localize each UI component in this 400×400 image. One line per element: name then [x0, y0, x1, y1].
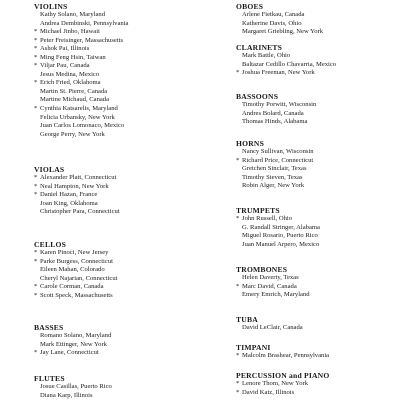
member-list — [236, 324, 396, 333]
member-item — [34, 71, 204, 80]
member-item — [236, 380, 396, 389]
asterisk-mark: * — [34, 36, 38, 44]
section-heading: TRUMPETS — [236, 206, 280, 215]
member-name: Martine Michaud, Canada — [40, 96, 110, 104]
member-item — [236, 232, 396, 241]
member-name: Erich Fried, Oklahoma — [40, 79, 101, 87]
section-tuba — [236, 315, 396, 333]
member-name: Marc David, Canada — [242, 282, 297, 290]
asterisk-mark: * — [34, 53, 38, 61]
member-item — [34, 208, 204, 217]
member-list — [34, 174, 204, 217]
member-name: Michael Jinbo, Hawaii — [40, 28, 100, 36]
member-item — [34, 105, 204, 114]
section-clarinets — [236, 43, 396, 78]
member-name: Timothy Porwitt, Wisconsin — [242, 101, 317, 108]
member-name: Daniel Hazan, France — [40, 191, 98, 199]
member-name: Richard Price, Connecticut — [242, 156, 314, 164]
member-list — [236, 274, 396, 300]
member-name: Gretchen Sinclair, Texas — [242, 165, 307, 173]
member-item — [236, 274, 396, 283]
section-heading: OBOES — [236, 2, 264, 11]
member-item — [236, 61, 396, 70]
member-item — [34, 96, 204, 105]
section-cellos — [34, 240, 204, 300]
asterisk-mark: * — [34, 79, 38, 87]
member-item — [236, 28, 396, 37]
member-item — [236, 157, 396, 166]
member-item — [236, 148, 396, 157]
member-list — [236, 352, 396, 361]
member-item — [34, 283, 204, 292]
member-item — [236, 101, 396, 110]
asterisk-mark: * — [34, 249, 38, 256]
asterisk-mark: * — [236, 282, 240, 290]
section-trumpets — [236, 206, 396, 249]
member-item — [34, 349, 204, 358]
member-name: Ashok Pai, Illinois — [40, 45, 90, 53]
member-name: George Perry, New York — [40, 130, 105, 138]
member-item — [236, 241, 396, 250]
asterisk-mark: * — [236, 388, 240, 396]
member-item — [236, 389, 396, 398]
member-name: Andrea Dembinski, Pennsylvania — [40, 19, 129, 27]
member-name: Arlene Fietkau, Canada — [242, 11, 305, 18]
section-heading: CLARINETS — [236, 43, 283, 52]
member-item — [34, 332, 204, 341]
section-heading: TROMBONES — [236, 265, 288, 274]
member-item — [236, 165, 396, 174]
member-item — [34, 28, 204, 37]
section-flutes — [34, 374, 204, 400]
section-heading: BASSES — [34, 323, 64, 332]
member-name: Andres Bolard, Canada — [242, 109, 304, 117]
member-item — [236, 110, 396, 119]
member-item — [236, 69, 396, 78]
section-heading: VIOLAS — [34, 165, 65, 174]
asterisk-mark: * — [34, 283, 38, 291]
member-item — [34, 20, 204, 29]
member-item — [34, 266, 204, 275]
member-name: G. Randall Stringer, Alabama — [242, 223, 320, 231]
member-name: Baltazar Cedillo Chavarria, Mexico — [242, 60, 337, 68]
member-name: David Katz, Illinois — [242, 388, 295, 396]
section-bassoons — [236, 92, 396, 127]
asterisk-mark: * — [34, 105, 38, 113]
member-item — [34, 191, 204, 200]
member-name: Christopher Para, Connecticut — [40, 208, 120, 216]
asterisk-mark: * — [34, 174, 38, 181]
member-list — [34, 383, 204, 400]
member-name: Carole Corman, Canada — [40, 283, 104, 291]
section-heading: CELLOS — [34, 240, 67, 249]
member-item — [34, 131, 204, 140]
asterisk-mark: * — [236, 380, 240, 387]
section-heading: TIMPANI — [236, 343, 271, 352]
member-name: Jesus Medina, Mexico — [40, 70, 100, 78]
member-item — [236, 224, 396, 233]
section-heading: TUBA — [236, 315, 258, 324]
member-item — [236, 11, 396, 20]
member-name: Josue Casillas, Puerto Rico — [40, 383, 112, 390]
asterisk-mark: * — [34, 257, 38, 265]
member-name: Parke Burgess, Connecticut — [40, 257, 113, 265]
member-list — [236, 52, 396, 78]
member-name: Miguel Rosario, Puerto Rico — [242, 232, 318, 240]
member-name: Ming Feng Hsin, Taiwan — [40, 53, 106, 61]
member-item — [34, 114, 204, 123]
asterisk-mark: * — [34, 45, 38, 53]
member-name: Martin St. Pierre, Canada — [40, 87, 108, 95]
member-list — [236, 215, 396, 249]
asterisk-mark: * — [34, 291, 38, 299]
member-item — [34, 383, 204, 392]
section-heading: VIOLINS — [34, 2, 68, 11]
section-oboes — [236, 2, 396, 37]
member-item — [34, 183, 204, 192]
member-item — [34, 11, 204, 20]
member-item — [236, 352, 396, 361]
member-name: Lenore Thom, New York — [242, 380, 308, 387]
section-heading: PERCUSSION and PIANO — [236, 371, 330, 380]
member-item — [34, 200, 204, 209]
member-name: Alexander Platt, Connecticut — [40, 174, 117, 181]
member-item — [236, 283, 396, 292]
member-item — [34, 258, 204, 267]
member-name: Malcolm Brashear, Pennsylvania — [242, 352, 330, 359]
member-name: Scott Speck, Massachusetts — [40, 291, 113, 299]
asterisk-mark: * — [34, 349, 38, 357]
member-name: Peter Freisinger, Massachusetts — [40, 36, 124, 44]
member-item — [34, 275, 204, 284]
member-item — [34, 62, 204, 71]
member-item — [236, 118, 396, 127]
member-name: Joan King, Oklahoma — [40, 199, 98, 207]
section-trombones — [236, 265, 396, 300]
asterisk-mark: * — [34, 191, 38, 199]
member-name: Eileen Mahan, Colorado — [40, 266, 105, 274]
asterisk-mark: * — [236, 156, 240, 164]
member-item — [34, 37, 204, 46]
section-heading: FLUTES — [34, 374, 65, 383]
member-name: Kathy Solano, Maryland — [40, 11, 106, 18]
member-item — [236, 52, 396, 61]
member-item — [34, 174, 204, 183]
member-name: Juan Carlos Lomonaco, Mexico — [40, 122, 125, 130]
member-list — [34, 332, 204, 358]
member-item — [34, 341, 204, 350]
member-name: Helen Daverty, Texas — [242, 274, 299, 281]
member-name: Robin Alger, New York — [242, 182, 305, 190]
member-name: Viljar Pau, Canada — [40, 62, 90, 70]
member-name: Cynthia Katsarelis, Maryland — [40, 105, 118, 113]
member-name: Joshua Freeman, New York — [242, 69, 315, 77]
section-violins — [34, 2, 204, 139]
member-name: Felicia Urbansky, New York — [40, 113, 115, 121]
member-name: Mark Battle, Ohio — [242, 52, 291, 59]
section-heading: BASSOONS — [236, 92, 279, 101]
member-name: Margaret Griebling, New York — [242, 28, 324, 36]
member-item — [34, 122, 204, 131]
section-basses — [34, 323, 204, 358]
member-name: John Russell, Ohio — [242, 215, 293, 222]
member-list — [236, 11, 396, 37]
section-percussion-and-piano — [236, 371, 396, 397]
member-item — [236, 215, 396, 224]
section-horns — [236, 139, 396, 191]
member-list — [236, 148, 396, 191]
member-name: Juan Manuel Arpero, Mexico — [242, 240, 320, 248]
member-list — [236, 101, 396, 127]
member-name: Emery Emrich, Maryland — [242, 291, 310, 299]
member-name: Mark Ettinger, New York — [40, 340, 107, 348]
member-item — [34, 45, 204, 54]
member-name: Romano Solano, Maryland — [40, 332, 112, 339]
member-item — [34, 54, 204, 63]
section-violas — [34, 165, 204, 217]
asterisk-mark: * — [34, 62, 38, 70]
asterisk-mark: * — [34, 182, 38, 190]
member-name: Jay Lane, Connecticut — [40, 349, 99, 357]
member-list — [34, 11, 204, 139]
member-list — [34, 249, 204, 300]
member-item — [34, 249, 204, 258]
member-item — [236, 291, 396, 300]
member-name: Thomas Hinds, Alabama — [242, 118, 308, 126]
member-item — [34, 292, 204, 301]
member-item — [236, 174, 396, 183]
member-name: Karen Pinoci, New Jersey — [40, 249, 109, 256]
member-list — [236, 380, 396, 397]
asterisk-mark: * — [34, 28, 38, 36]
member-name: Timothy Steven, Texas — [242, 173, 303, 181]
section-timpani — [236, 343, 396, 361]
asterisk-mark: * — [236, 69, 240, 77]
member-name: Diana Karp, Illinois — [40, 391, 93, 399]
section-heading: HORNS — [236, 139, 265, 148]
member-item — [236, 20, 396, 29]
member-name: David LeClair, Canada — [242, 324, 303, 331]
member-item — [236, 324, 396, 333]
member-name: Nancy Sullivan, Wisconsin — [242, 148, 314, 155]
member-name: Neal Hampton, New York — [40, 182, 109, 190]
member-item — [34, 88, 204, 97]
member-name: Katherine Davis, Ohio — [242, 19, 302, 27]
member-item — [34, 79, 204, 88]
member-name: Cheryl Najarian, Connecticut — [40, 274, 118, 282]
member-item — [236, 182, 396, 191]
asterisk-mark: * — [236, 352, 240, 359]
member-item — [34, 392, 204, 400]
asterisk-mark: * — [236, 215, 240, 222]
